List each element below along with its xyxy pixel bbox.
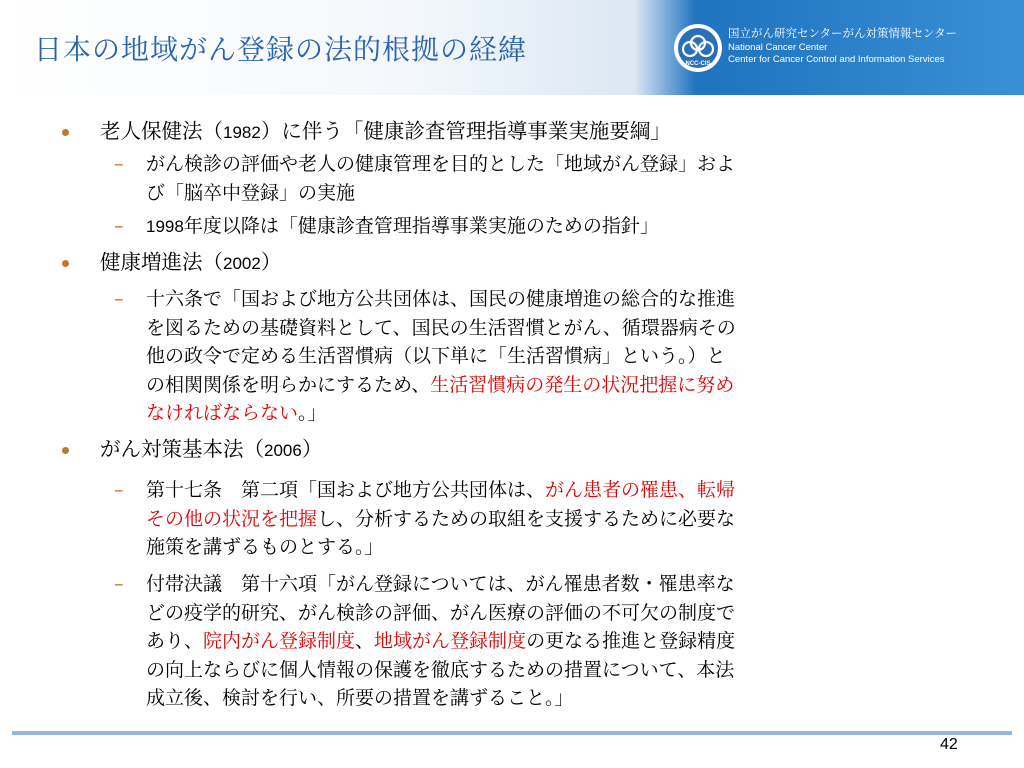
- sub-bullet-text: がん検診の評価や老人の健康管理を目的とした「地域がん登録」およ び「脳卒中登録」の実施: [146, 153, 736, 204]
- bullet-dot-icon: [62, 260, 69, 267]
- sub-bullet-dash: –: [114, 573, 124, 595]
- footer-rule: [12, 731, 1012, 735]
- sub-bullet-text: 十六条で「国および地方公共団体は、国民の健康増進の総合的な推進 を図るための基礎資料として、国民の生活習慣とがん、循環器病その 他の政令で定める生活習慣病（以下単に「生活習慣病」という。）と の相関関係を明らかにするため、生活習慣病の発生の状況把握に努め なければならない。」: [146, 288, 736, 424]
- sub-bullet-dash: –: [114, 153, 124, 175]
- org-name-ja: 国立がん研究センターがん対策情報センター: [728, 26, 958, 40]
- bullet-kenko-zoshin-ho: 健康増進法（2002）: [100, 250, 282, 274]
- sub-bullet-dash: –: [114, 479, 124, 501]
- slide-header: [0, 0, 1024, 95]
- sub-bullet-dash: –: [114, 288, 124, 310]
- sub-bullet-dash: –: [114, 215, 124, 237]
- ncc-cis-logo-icon: [673, 23, 723, 73]
- org-name-en-1: National Cancer Center: [728, 42, 828, 53]
- sub-bullet-text: 付帯決議 第十六項「がん登録については、がん罹患者数・罹患率な どの疫学的研究、がん検診の評価、がん医療の評価の不可欠の制度で あり、院内がん登録制度、地域がん登録制度の更なる推進と登録精度 の向上ならびに個人情報の保護を徹底するための措置について、本法 成立後、検討を行い、所要の措置を講ずること。」: [146, 573, 736, 709]
- sub-bullet-text: 第十七条 第二項「国および地方公共団体は、がん患者の罹患、転帰 その他の状況を把握し、分析するための取組を支援するために必要な 施策を講ずるものとする。」: [146, 479, 736, 558]
- logo-text: NCC-CIS: [685, 61, 711, 67]
- bullet-rojin-hoken-ho: 老人保健法（1982）に伴う「健康診査管理指導事業実施要綱」: [100, 119, 671, 143]
- organization-name: [728, 24, 957, 66]
- slide-title: 日本の地域がん登録の法的根拠の経緯: [34, 33, 528, 66]
- org-name-en-2: Center for Cancer Control and Information Services: [728, 54, 945, 65]
- bullet-gan-taisaku-kihon-ho: がん対策基本法（2006）: [100, 437, 323, 461]
- page-number: 42: [940, 736, 958, 753]
- bullet-dot-icon: [62, 447, 69, 454]
- bullet-dot-icon: [62, 129, 69, 136]
- sub-bullet-text: 1998年度以降は「健康診査管理指導事業実施のための指針」: [146, 215, 659, 237]
